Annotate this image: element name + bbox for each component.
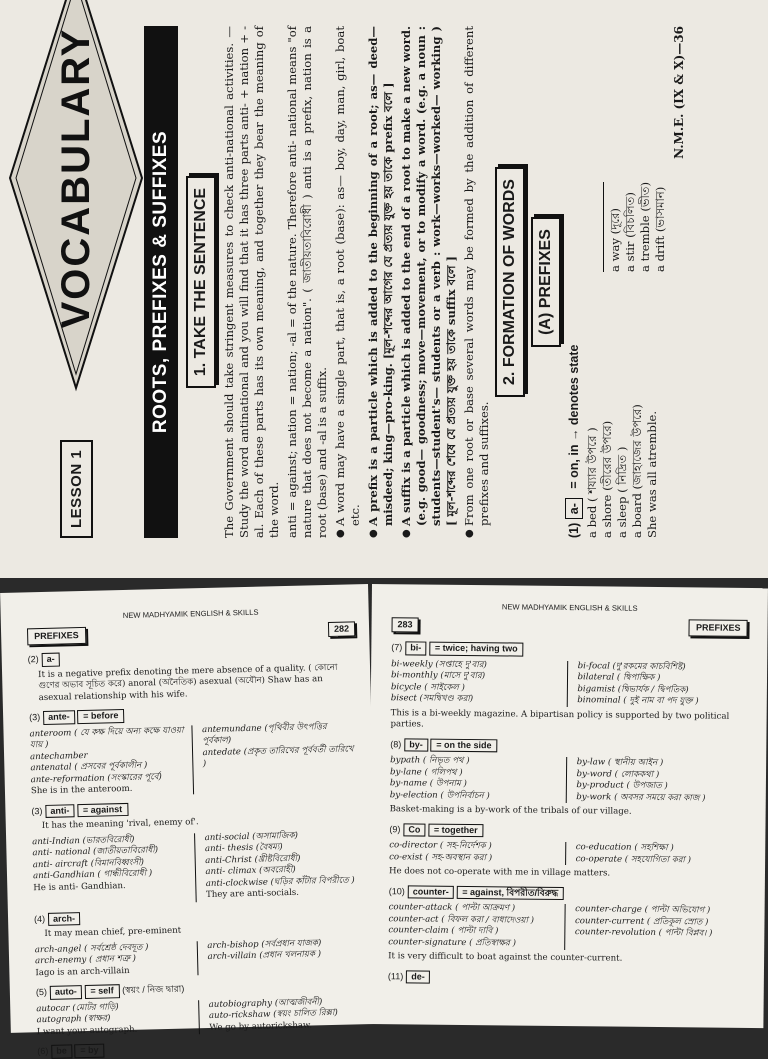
prefix-description: It is a negative prefix denoting the mere absence of a quality. ( কোনো গুণের অভাব সূচিত করে) anoral (অনৈতিক) asexual (অযৌন) Shaw has an asexual relationship with his wife. xyxy=(37,662,338,703)
lesson-header xyxy=(10,26,142,538)
examples-left xyxy=(390,755,560,803)
section-heading-1: 1. TAKE THE SENTENCE xyxy=(186,176,216,388)
example-word: bilateral ( দ্বিপাক্ষিক ) xyxy=(577,672,661,684)
prefix-section-a xyxy=(28,645,357,704)
prefix-meaning: = self xyxy=(84,984,120,998)
definition-paragraph: anti = against; nation = nation; -al = of the nature. Therefore anti- national means "of nature that does not become a nation". ( জাতীয়তাবিরোধী ) anti is a prefix, nation is a root (base) and -al is a suffix. xyxy=(285,26,329,538)
example-word: ante-reformation (সংস্কারের পূর্বে) xyxy=(30,771,162,785)
example-word: bi-weekly (সপ্তাহে দু'বার) xyxy=(391,658,487,670)
example-columns xyxy=(35,937,364,980)
example-word: antenatal ( প্রসবের পূর্বকালীন ) xyxy=(30,760,148,774)
example-sentence: Iago is an arch-villain xyxy=(35,965,130,978)
prefix-tag: a- xyxy=(42,653,60,667)
examples-right xyxy=(565,842,746,867)
example-word: arch-angel ( সর্বশ্রেষ্ঠ দেবদূত ) xyxy=(34,941,149,955)
example-word: bi-focal (দু'রকমের কাচবিশিষ্ট) xyxy=(577,660,686,672)
example-word: co-operate ( সহযোগিতা করা ) xyxy=(575,853,692,865)
chapter-title: ROOTS, PREFIXES & SUFFIXES xyxy=(144,26,178,538)
page-top-row xyxy=(27,620,355,646)
prefix-tag: a- xyxy=(565,498,583,519)
prefix-heading xyxy=(391,641,747,658)
example-word: counter-charge ( পাল্টা অভিযোগ ) xyxy=(575,904,711,916)
examples-right xyxy=(565,757,746,805)
prefix-section-bi xyxy=(390,641,747,734)
prefix-tag: auto- xyxy=(50,985,82,999)
example-word: a way (দূরে) xyxy=(608,208,622,272)
prefix-tag: ante- xyxy=(43,710,75,724)
prefix-tag: Co xyxy=(403,823,425,837)
prefix-meaning: = by xyxy=(74,1044,105,1058)
section-heading-2: 2. FORMATION OF WORDS xyxy=(495,167,525,397)
running-head: NEW MADHYAMIK ENGLISH & SKILLS xyxy=(122,607,259,620)
prefix-meaning: = against xyxy=(77,802,129,817)
examples-left xyxy=(36,1000,192,1038)
example-word: counter-attack ( পাল্টা আক্রমণ ) xyxy=(388,902,516,914)
prefix-number: (9) xyxy=(389,823,401,834)
root-rule: ● A word may have a single part, that is, a root (base): as— boy, day, man, girl, boat etc. xyxy=(333,26,363,538)
prefix-rule: ● A prefix is a particle which is added to the beginning of a root; as— deed—misdeed; king—pro-king. [মূল-শব্দের আগের যে প্রত্যয় যুক্ত হয় তাকে prefix বলে ] xyxy=(366,26,396,538)
example-sentence: He is anti- Gandhian. xyxy=(33,880,126,893)
example-word: counter-signature ( প্রতিস্বাক্ষর ) xyxy=(388,936,517,949)
example-word: counter-current ( প্রতিকূল স্রোত ) xyxy=(574,915,709,928)
prefix-meaning: = twice; having two xyxy=(429,642,524,656)
prefix-heading xyxy=(388,970,744,987)
page-number: 282 xyxy=(328,621,355,637)
prefix-tag: arch- xyxy=(48,912,80,926)
example-word: bigamist (দ্বিভার্যক / দ্বিপতিক) xyxy=(577,683,689,695)
example-word: co-education ( সহশিক্ষা ) xyxy=(575,842,674,854)
prefix-section-counter xyxy=(388,885,745,967)
example-word: anteroom ( যে কক্ষ দিয়ে অন্য কক্ষে যাওয়া যায় ) xyxy=(29,725,184,751)
example-word: by-name ( উপনাম ) xyxy=(389,778,467,790)
example-word: anti- thesis (বৈষম্য) xyxy=(204,842,283,855)
prefix-gloss: (স্বয়ং / নিজ দ্বারা) xyxy=(122,983,185,996)
suffix-rule: ● A suffix is a particle which is added to the end of a root to make a new word. (e.g. good— goodness; move—movement, or to modify a word. (e.g. a noun : students—student's— students or a verb : work—works—worked— working ) [ মূল-শব্দের শেষে যে প্রত্যয় যুক্ত হয় তাকে suffix বলে ] xyxy=(399,26,459,538)
example-columns xyxy=(29,721,359,798)
example-word: arch-villain (প্রধান খলনায়ক ) xyxy=(207,949,322,963)
prefix-number: (3) xyxy=(31,805,43,816)
example-word: bisect (সমদ্বিখণ্ড করা) xyxy=(390,693,474,705)
examples-right xyxy=(196,937,363,976)
example-sentence: Basket-making is a by-work of the tribals of our village. xyxy=(389,804,632,817)
examples-right xyxy=(191,721,359,794)
example-word: co-exist ( সহ-অবস্থান করা ) xyxy=(389,851,493,863)
vocabulary-title: VOCABULARY xyxy=(53,27,98,329)
example-word: co-director ( সহ-নির্দেশক ) xyxy=(389,840,492,852)
prefix-number: (10) xyxy=(388,885,405,896)
section-tag: PREFIXES xyxy=(27,626,86,645)
example-columns xyxy=(32,829,362,906)
prefix-tag: be xyxy=(51,1044,72,1058)
prefix-number: (7) xyxy=(391,642,403,653)
example-word: bicycle ( সাইকেল ) xyxy=(390,681,465,693)
examples-right xyxy=(585,26,668,272)
example-word: by-word ( লোককথা ) xyxy=(576,768,660,780)
prefix-heading xyxy=(389,823,745,840)
prefix-number: (11) xyxy=(387,970,404,981)
example-sentence: This is a bi-weekly magazine. A bipartisan policy is supported by two political parties. xyxy=(390,707,730,730)
example-word: by-lane ( গলিপথ ) xyxy=(389,766,463,778)
prefix-section-ante xyxy=(29,703,359,797)
example-word: bypath ( নিভৃত পথ ) xyxy=(390,755,470,767)
prefix-meaning: = against, বিপরীত/বিরুদ্ধ xyxy=(456,885,564,900)
example-columns xyxy=(389,840,745,867)
example-word: anti-clockwise (ঘড়ির কাঁটার বিপরীতে ) xyxy=(205,874,355,889)
prefix-section-by xyxy=(390,738,747,820)
example-word: anti- climax (অবরোহী) xyxy=(205,864,296,878)
prefix-meaning: = on, in → denotes state xyxy=(567,344,581,489)
example-columns xyxy=(388,902,744,952)
examples-left xyxy=(29,725,186,798)
example-word: bi-monthly (মাসে দু'বার) xyxy=(390,670,486,682)
page-283 xyxy=(367,584,768,1028)
example-word: anti-Gandhian ( গান্ধীবিরোধী ) xyxy=(32,868,153,882)
example-word: a shore (তীরের উপরে) xyxy=(600,420,614,538)
example-word: a bed ( শয্যার উপরে ) xyxy=(585,427,599,538)
section-tag: PREFIXES xyxy=(689,619,748,637)
prefix-section-anti xyxy=(31,797,361,906)
prefix-tag: de- xyxy=(406,970,430,984)
example-word: anti-social (অসামাজিক) xyxy=(204,830,299,843)
prefix-meaning: = on the side xyxy=(430,738,497,752)
prefix-number: (4) xyxy=(33,913,46,924)
example-word: autograph (স্বাক্ষর) xyxy=(36,1013,111,1026)
prefix-section-de xyxy=(388,970,744,987)
example-word: by-product ( উপজাত ) xyxy=(576,780,668,792)
prefix-number: (8) xyxy=(390,738,402,749)
example-word: arch-bishop (সর্বপ্রধান যাজক) xyxy=(207,937,322,951)
prefix-tag: counter- xyxy=(408,885,454,899)
examples-left xyxy=(35,941,191,979)
prefix-description: It may mean chief, pre-eminent xyxy=(44,925,182,940)
example-word: anti-Christ (খ্রীষ্টবিরোধী) xyxy=(205,853,301,866)
example-sentence: They are anti-socials. xyxy=(205,887,300,901)
example-word: a board (জাহাজের উপরে) xyxy=(630,404,644,538)
example-word: counter-revolution ( পাল্টা বিপ্লব। ) xyxy=(574,927,713,939)
example-sentence: I want your autograph. xyxy=(36,1024,138,1037)
examples-right xyxy=(564,904,745,952)
example-word: binominal ( দুই নাম বা পদ যুক্ত ) xyxy=(577,695,699,707)
example-word: anti- aircraft (বিমানবিধ্বংসী) xyxy=(32,857,145,870)
prefix-section-co xyxy=(389,823,746,882)
example-word: anti-Indian (ভারতবিরোধী) xyxy=(32,834,135,847)
sheet-footer: N.M.E. (IX & X)—36 xyxy=(672,26,686,159)
prefix-heading xyxy=(37,1037,365,1059)
examples-left xyxy=(388,902,558,950)
example-word: antedate (প্রকৃত তারিখের পূর্ববর্তী তারিখে ) xyxy=(202,743,354,770)
examples-right xyxy=(566,661,747,709)
example-word: antechamber xyxy=(29,750,88,762)
prefix-section-arch xyxy=(34,905,364,979)
examples-right xyxy=(198,996,365,1035)
prefix-description: It has the meaning 'rival, enemy of'. xyxy=(41,817,199,832)
prefix-heading xyxy=(390,738,746,755)
example-word: a stir (বিচলিত) xyxy=(623,192,637,272)
example-word: arch-enemy ( প্রধান শত্রু ) xyxy=(34,953,137,967)
prefix-number: (1) xyxy=(567,522,581,538)
example-word: autobiography (আত্মজীবনী) xyxy=(208,996,323,1010)
prefix-meaning: = before xyxy=(77,709,125,724)
formation-rule: ● From one root or base several words may be formed by the addition of different prefixes and suffixes. xyxy=(462,26,492,538)
examples-left xyxy=(389,840,559,865)
example-word: auto-rickshaw (স্বয়ং চালিত রিক্সা) xyxy=(208,1007,338,1022)
example-word: anti- national (জাতীয়তাবিরোধী) xyxy=(32,845,159,859)
example-word: counter-claim ( পাল্টা দাবি ) xyxy=(388,925,499,937)
page-number: 283 xyxy=(391,617,418,633)
examples-left xyxy=(391,659,561,707)
prefix-a-examples xyxy=(585,26,668,538)
example-word: a drift (ভাসমান) xyxy=(653,186,667,272)
example-sentence: It is very difficult to boat against the counter-current. xyxy=(388,951,623,964)
prefix-tag: bi- xyxy=(405,641,426,655)
example-word: autocar (মোটর গাড়ি) xyxy=(36,1001,119,1014)
prefix-number: (3) xyxy=(29,712,41,723)
prefix-meaning: = together xyxy=(428,823,484,837)
running-head: NEW MADHYAMIK ENGLISH & SKILLS xyxy=(501,602,638,613)
example-sentence: She is in the anteroom. xyxy=(30,783,133,797)
prefix-section-auto xyxy=(36,978,365,1038)
example-word: by-election ( উপনির্বাচন ) xyxy=(389,789,490,801)
prefix-tag: anti- xyxy=(45,804,74,818)
page-282 xyxy=(0,584,379,1057)
example-word: antemundane (পৃথিবীর উৎপত্তির পূর্বকাল) xyxy=(201,721,327,747)
divider-line xyxy=(603,182,604,272)
intro-paragraph: The Government should take stringent measures to check anti-national activities. —Study the word antinational and you will find that it has three parts anti- + nation + -al. Each of these parts has its own meaning, and together they bear the meaning of the word. xyxy=(222,26,281,538)
example-word: by-law ( স্থানীয় আইন ) xyxy=(576,757,664,769)
examples-right xyxy=(194,829,362,902)
example-columns xyxy=(391,659,747,709)
example-sentence: He does not co-operate with me in village matters. xyxy=(388,866,611,879)
prefix-number: (2) xyxy=(27,654,39,665)
vocabulary-diamond xyxy=(10,0,142,388)
example-word: a tremble (ভীত) xyxy=(638,181,652,272)
example-columns xyxy=(36,996,365,1039)
example-word: a sleep ( নিদ্রিত ) xyxy=(615,446,629,538)
section-heading-a: (A) PREFIXES xyxy=(531,217,561,347)
page-top-row xyxy=(391,616,747,637)
prefix-heading xyxy=(389,885,745,902)
prefix-section-be xyxy=(37,1037,365,1059)
prefix-number: (6) xyxy=(37,1045,49,1057)
prefix-tag: by- xyxy=(404,738,428,752)
prefix-a-heading xyxy=(567,26,581,538)
example-columns xyxy=(390,755,746,805)
lesson-label: LESSON 1 xyxy=(60,440,93,538)
example-word: counter-act ( বিফল করা / বাধাদেওয়া ) xyxy=(388,913,535,926)
examples-left xyxy=(32,833,189,906)
examples-left xyxy=(585,292,668,538)
example-sentence: She was all atremble. xyxy=(645,410,659,538)
prefix-number: (5) xyxy=(35,986,47,998)
example-word: by-work ( অবসর সময়ে করা কাজ ) xyxy=(576,791,706,804)
example-sentence: We go by autorickshaw. xyxy=(209,1020,313,1033)
